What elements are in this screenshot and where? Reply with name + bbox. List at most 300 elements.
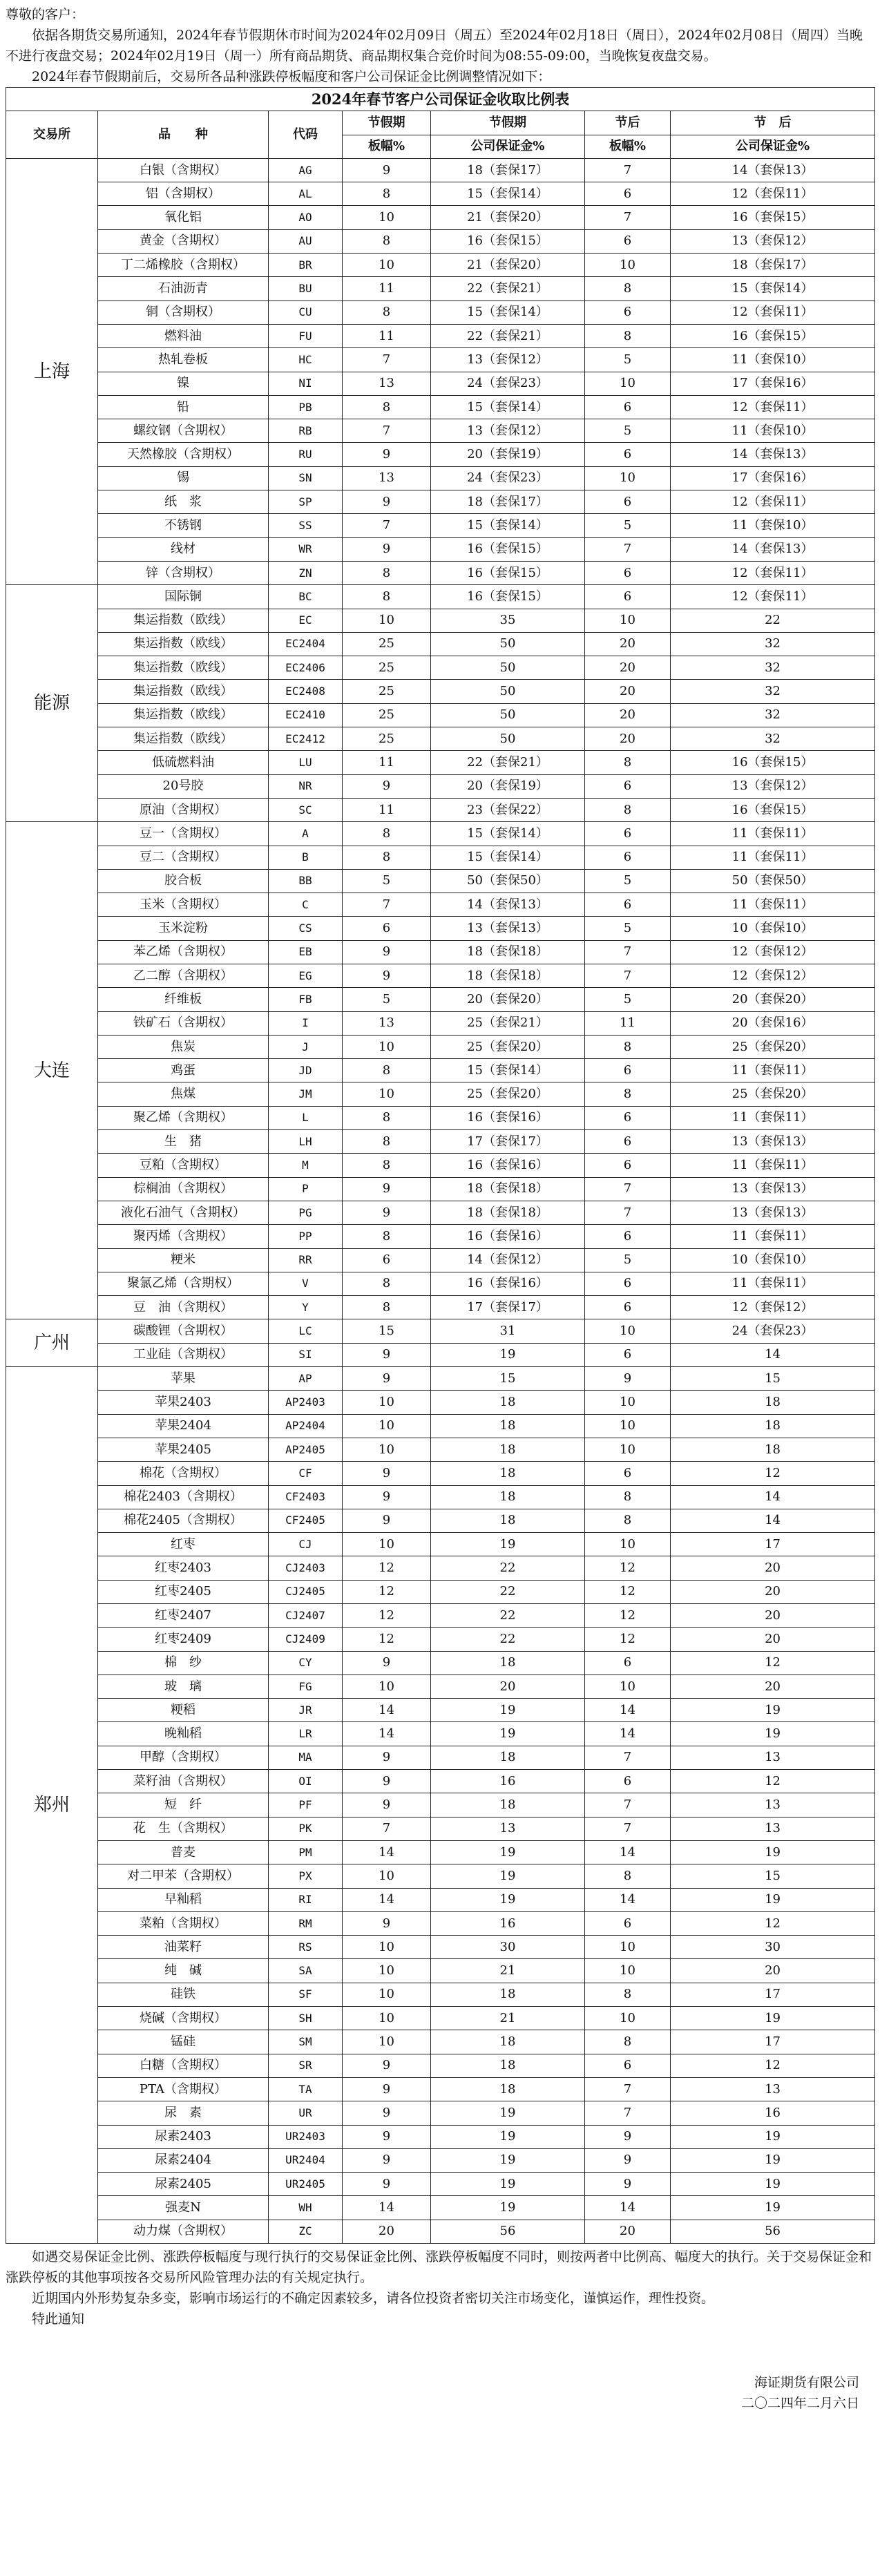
holiday-margin-cell: 19 [431, 1533, 585, 1556]
post-margin-cell: 10（套保10） [671, 1248, 875, 1272]
post-margin-cell: 12（套保11） [671, 300, 875, 324]
product-cell: 豆一（含期权） [98, 822, 269, 846]
product-cell: 胶合板 [98, 869, 269, 893]
code-cell: LR [269, 1722, 343, 1746]
holiday-limit-cell: 8 [343, 585, 431, 609]
post-margin-cell: 19 [671, 1840, 875, 1864]
code-cell: ZN [269, 561, 343, 584]
post-limit-cell: 6 [585, 1059, 671, 1082]
holiday-margin-cell: 19 [431, 1722, 585, 1746]
post-limit-cell: 6 [585, 893, 671, 917]
table-row [6, 443, 875, 466]
product-cell: 乙二醇（含期权） [98, 964, 269, 987]
code-cell: BR [269, 254, 343, 277]
holiday-limit-cell: 5 [343, 869, 431, 893]
holiday-margin-cell: 15（套保14） [431, 822, 585, 846]
holiday-margin-cell: 18（套保18） [431, 1177, 585, 1201]
holiday-margin-cell: 22 [431, 1628, 585, 1651]
holiday-margin-cell: 24（套保23） [431, 372, 585, 395]
code-cell: BC [269, 585, 343, 609]
exchange-cell: 上海 [6, 158, 98, 584]
post-margin-cell: 16（套保15） [671, 324, 875, 347]
product-cell: 氧化铝 [98, 206, 269, 229]
product-cell: 红枣2403 [98, 1556, 269, 1580]
product-cell: 尿素2403 [98, 2125, 269, 2148]
post-limit-cell: 5 [585, 348, 671, 372]
post-limit-cell: 10 [585, 466, 671, 490]
code-cell: PG [269, 1201, 343, 1224]
code-cell: EG [269, 964, 343, 987]
post-margin-cell: 20 [671, 1959, 875, 1983]
holiday-limit-cell: 10 [343, 1414, 431, 1438]
product-cell: 强麦N [98, 2196, 269, 2220]
table-row [6, 1485, 875, 1509]
table-row [6, 490, 875, 514]
post-margin-cell: 19 [671, 2173, 875, 2196]
product-cell: 棕榈油（含期权） [98, 1177, 269, 1201]
post-limit-cell: 8 [585, 277, 671, 300]
holiday-margin-cell: 30 [431, 1936, 585, 1959]
code-cell: EC [269, 609, 343, 632]
code-cell: CF2405 [269, 1509, 343, 1532]
post-margin-cell: 32 [671, 656, 875, 680]
post-margin-cell: 12（套保12） [671, 964, 875, 987]
post-margin-cell: 11（套保11） [671, 1154, 875, 1177]
holiday-margin-cell: 13（套保12） [431, 348, 585, 372]
post-margin-cell: 11（套保10） [671, 419, 875, 443]
product-cell: 聚乙烯（含期权） [98, 1106, 269, 1129]
table-row [6, 917, 875, 940]
table-row [6, 751, 875, 774]
post-limit-cell: 8 [585, 1485, 671, 1509]
holiday-margin-cell: 16（套保16） [431, 1272, 585, 1295]
intro-paragraph: 依据各期货交易所通知，2024年春节假期休市时间为2024年02月09日（周五）至2024年02月18日（周日），2024年02月08日（周四）当晚不进行夜盘交易；2024年02月19日（周一）所有商品期货、商品期权集合竞价时间为08:55-09:00，当晚恢复夜盘交易。 [6, 28, 863, 64]
post-limit-cell: 9 [585, 2173, 671, 2196]
table-row [6, 1225, 875, 1248]
holiday-limit-cell: 11 [343, 277, 431, 300]
table-row [6, 348, 875, 372]
holiday-limit-cell: 10 [343, 1035, 431, 1058]
post-limit-cell: 5 [585, 514, 671, 537]
post-limit-cell: 6 [585, 1106, 671, 1129]
holiday-margin-cell: 19 [431, 1840, 585, 1864]
post-margin-cell: 32 [671, 680, 875, 703]
post-margin-cell: 20（套保20） [671, 988, 875, 1011]
post-margin-cell: 19 [671, 2007, 875, 2030]
post-limit-cell: 9 [585, 2148, 671, 2172]
post-margin-cell: 17 [671, 1533, 875, 1556]
table-row [6, 2054, 875, 2077]
holiday-margin-cell: 18 [431, 1414, 585, 1438]
product-cell: 焦炭 [98, 1035, 269, 1058]
holiday-margin-cell: 14（套保12） [431, 1248, 585, 1272]
post-limit-cell: 20 [585, 2220, 671, 2243]
product-cell: 铝（含期权） [98, 182, 269, 206]
code-cell: FB [269, 988, 343, 1011]
post-margin-cell: 32 [671, 727, 875, 751]
table-row [6, 632, 875, 656]
holiday-limit-cell: 11 [343, 751, 431, 774]
holiday-margin-cell: 21 [431, 1959, 585, 1983]
post-margin-cell: 11（套保11） [671, 1106, 875, 1129]
code-cell: A [269, 822, 343, 846]
table-row [6, 2196, 875, 2220]
post-limit-cell: 7 [585, 2077, 671, 2101]
post-margin-cell: 17 [671, 1983, 875, 2006]
code-cell: M [269, 1154, 343, 1177]
table-row [6, 846, 875, 869]
holiday-limit-cell: 11 [343, 798, 431, 821]
post-margin-cell: 11（套保11） [671, 822, 875, 846]
post-margin-cell: 19 [671, 2196, 875, 2220]
product-cell: 动力煤（含期权） [98, 2220, 269, 2243]
table-row [6, 466, 875, 490]
note-rules: 如遇交易保证金比例、涨跌停板幅度与现行执行的交易保证金比例、涨跌停板幅度不同时，则按两者中比例高、幅度大的执行。关于交易保证金和涨跌停板的其他事项按各交易所风险管理办法的有关规定执行。 [6, 2249, 872, 2286]
table-row [6, 893, 875, 917]
table-row [6, 1793, 875, 1817]
post-margin-cell: 17（套保16） [671, 466, 875, 490]
table-row [6, 1675, 875, 1698]
holiday-margin-cell: 19 [431, 1864, 585, 1888]
holiday-limit-cell: 9 [343, 2173, 431, 2196]
holiday-limit-cell: 10 [343, 609, 431, 632]
post-margin-cell: 20（套保16） [671, 1011, 875, 1035]
code-cell: UR2405 [269, 2173, 343, 2196]
product-cell: 螺纹钢（含期权） [98, 419, 269, 443]
post-limit-cell: 6 [585, 1911, 671, 1935]
holiday-limit-cell: 9 [343, 1462, 431, 1485]
post-limit-cell: 6 [585, 774, 671, 798]
note-risk: 近期国内外形势复杂多变，影响市场运行的不确定因素较多，请各位投资者密切关注市场变化，谨慎运作，理性投资。 [32, 2291, 715, 2307]
post-margin-cell: 13 [671, 1746, 875, 1769]
code-cell: EB [269, 940, 343, 964]
post-limit-cell: 6 [585, 1770, 671, 1793]
table-row [6, 229, 875, 253]
holiday-limit-cell: 14 [343, 1840, 431, 1864]
product-cell: 棉 纱 [98, 1651, 269, 1675]
holiday-limit-cell: 25 [343, 632, 431, 656]
post-margin-cell: 12 [671, 1911, 875, 1935]
holiday-margin-cell: 15（套保14） [431, 846, 585, 869]
code-cell: ZC [269, 2220, 343, 2243]
post-limit-cell: 12 [585, 1604, 671, 1628]
post-limit-cell: 8 [585, 1082, 671, 1106]
holiday-margin-cell: 24（套保23） [431, 466, 585, 490]
product-cell: 白银（含期权） [98, 158, 269, 182]
holiday-limit-cell: 9 [343, 1793, 431, 1817]
code-cell: SH [269, 2007, 343, 2030]
issue-date: 二〇二四年二月六日 [740, 2396, 859, 2412]
product-cell: 鸡蛋 [98, 1059, 269, 1082]
post-limit-cell: 9 [585, 2125, 671, 2148]
code-cell: PX [269, 1864, 343, 1888]
holiday-limit-cell: 25 [343, 680, 431, 703]
holiday-limit-cell: 9 [343, 2077, 431, 2101]
code-cell: JM [269, 1082, 343, 1106]
table-row [6, 774, 875, 798]
post-margin-cell: 11（套保11） [671, 846, 875, 869]
table-row [6, 1296, 875, 1319]
code-cell: UR2404 [269, 2148, 343, 2172]
holiday-margin-cell: 25（套保20） [431, 1035, 585, 1058]
product-cell: 集运指数（欧线） [98, 632, 269, 656]
post-limit-cell: 10 [585, 1438, 671, 1461]
post-limit-cell: 10 [585, 1675, 671, 1698]
product-cell: 菜粕（含期权） [98, 1911, 269, 1935]
post-limit-cell: 10 [585, 372, 671, 395]
post-margin-cell: 18 [671, 1414, 875, 1438]
product-cell: 烧碱（含期权） [98, 2007, 269, 2030]
holiday-limit-cell: 9 [343, 774, 431, 798]
holiday-limit-cell: 7 [343, 1817, 431, 1840]
post-margin-cell: 20 [671, 1675, 875, 1698]
post-limit-cell: 14 [585, 1699, 671, 1722]
post-limit-cell: 5 [585, 917, 671, 940]
holiday-limit-cell: 7 [343, 893, 431, 917]
post-margin-cell: 18 [671, 1391, 875, 1414]
post-margin-cell: 14（套保13） [671, 158, 875, 182]
code-cell: SA [269, 1959, 343, 1983]
exchange-cell: 广州 [6, 1319, 98, 1367]
code-cell: CJ2409 [269, 1628, 343, 1651]
table-row [6, 2077, 875, 2101]
post-margin-cell: 14 [671, 1343, 875, 1366]
table-row [6, 1272, 875, 1295]
header-product: 品 种 [98, 111, 269, 159]
post-limit-cell: 6 [585, 443, 671, 466]
holiday-limit-cell: 8 [343, 300, 431, 324]
holiday-margin-cell: 15 [431, 1367, 585, 1391]
holiday-margin-cell: 50 [431, 656, 585, 680]
table-row [6, 1888, 875, 1911]
post-margin-cell: 13（套保12） [671, 774, 875, 798]
holiday-limit-cell: 6 [343, 917, 431, 940]
product-cell: 液化石油气（含期权） [98, 1201, 269, 1224]
header-post-limit-top: 节后 [585, 111, 671, 135]
holiday-margin-cell: 23（套保22） [431, 798, 585, 821]
holiday-limit-cell: 11 [343, 324, 431, 347]
post-margin-cell: 13 [671, 1793, 875, 1817]
table-row [6, 1414, 875, 1438]
post-limit-cell: 10 [585, 1959, 671, 1983]
table-row [6, 324, 875, 347]
code-cell: SC [269, 798, 343, 821]
post-limit-cell: 7 [585, 940, 671, 964]
header-exchange: 交易所 [6, 111, 98, 159]
holiday-limit-cell: 9 [343, 2054, 431, 2077]
holiday-limit-cell: 9 [343, 443, 431, 466]
holiday-margin-cell: 16（套保15） [431, 229, 585, 253]
post-limit-cell: 6 [585, 561, 671, 584]
post-limit-cell: 8 [585, 1864, 671, 1888]
holiday-limit-cell: 10 [343, 1983, 431, 2006]
holiday-margin-cell: 16（套保15） [431, 585, 585, 609]
holiday-margin-cell: 16 [431, 1770, 585, 1793]
table-body [6, 158, 875, 2243]
product-cell: 集运指数（欧线） [98, 703, 269, 727]
table-row [6, 1011, 875, 1035]
product-cell: 集运指数（欧线） [98, 609, 269, 632]
table-row [6, 254, 875, 277]
product-cell: 热轧卷板 [98, 348, 269, 372]
post-margin-cell: 17（套保16） [671, 372, 875, 395]
holiday-limit-cell: 10 [343, 1438, 431, 1461]
holiday-margin-cell: 16（套保16） [431, 1225, 585, 1248]
holiday-margin-cell: 19 [431, 1699, 585, 1722]
post-limit-cell: 10 [585, 1391, 671, 1414]
table-row [6, 869, 875, 893]
table-row [6, 1248, 875, 1272]
table-row [6, 1817, 875, 1840]
header-code: 代码 [269, 111, 343, 159]
post-limit-cell: 6 [585, 1272, 671, 1295]
product-cell: 甲醇（含期权） [98, 1746, 269, 1769]
holiday-limit-cell: 8 [343, 846, 431, 869]
holiday-margin-cell: 15（套保14） [431, 395, 585, 419]
post-limit-cell: 5 [585, 869, 671, 893]
code-cell: AU [269, 229, 343, 253]
table-row [6, 1438, 875, 1461]
code-cell: Y [269, 1296, 343, 1319]
holiday-margin-cell: 19 [431, 1888, 585, 1911]
post-limit-cell: 6 [585, 1225, 671, 1248]
table-row [6, 1391, 875, 1414]
holiday-limit-cell: 25 [343, 727, 431, 751]
product-cell: 玻 璃 [98, 1675, 269, 1698]
product-cell: 纤维板 [98, 988, 269, 1011]
post-limit-cell: 8 [585, 324, 671, 347]
code-cell: CJ2403 [269, 1556, 343, 1580]
table-row [6, 395, 875, 419]
post-margin-cell: 11（套保11） [671, 1272, 875, 1295]
holiday-limit-cell: 8 [343, 1296, 431, 1319]
post-margin-cell: 11（套保10） [671, 348, 875, 372]
post-margin-cell: 19 [671, 1888, 875, 1911]
post-limit-cell: 14 [585, 1888, 671, 1911]
post-margin-cell: 12（套保12） [671, 940, 875, 964]
holiday-margin-cell: 19 [431, 2101, 585, 2125]
post-margin-cell: 14 [671, 1509, 875, 1532]
holiday-margin-cell: 18 [431, 1651, 585, 1675]
code-cell: B [269, 846, 343, 869]
code-cell: RM [269, 1911, 343, 1935]
product-cell: 燃料油 [98, 324, 269, 347]
holiday-limit-cell: 20 [343, 2220, 431, 2243]
code-cell: CJ2405 [269, 1580, 343, 1603]
table-row [6, 2125, 875, 2148]
holiday-limit-cell: 9 [343, 940, 431, 964]
holiday-limit-cell: 8 [343, 182, 431, 206]
product-cell: 苹果 [98, 1367, 269, 1391]
post-margin-cell: 13（套保12） [671, 229, 875, 253]
post-margin-cell: 12（套保11） [671, 561, 875, 584]
margin-ratio-table [6, 87, 875, 2244]
code-cell: RB [269, 419, 343, 443]
code-cell: EC2408 [269, 680, 343, 703]
code-cell: UR [269, 2101, 343, 2125]
holiday-margin-cell: 20（套保19） [431, 443, 585, 466]
holiday-margin-cell: 22 [431, 1580, 585, 1603]
holiday-limit-cell: 8 [343, 1106, 431, 1129]
post-margin-cell: 15 [671, 1864, 875, 1888]
post-margin-cell: 11（套保11） [671, 1225, 875, 1248]
product-cell: 硅铁 [98, 1983, 269, 2006]
table-row [6, 1367, 875, 1391]
code-cell: WR [269, 537, 343, 561]
holiday-limit-cell: 8 [343, 1130, 431, 1154]
product-cell: 红枣 [98, 1533, 269, 1556]
post-margin-cell: 13（套保13） [671, 1177, 875, 1201]
post-margin-cell: 10（套保10） [671, 917, 875, 940]
header-post-margin-top: 节 后 [671, 111, 875, 135]
code-cell: EC2412 [269, 727, 343, 751]
code-cell: RU [269, 443, 343, 466]
post-limit-cell: 20 [585, 703, 671, 727]
table-row [6, 1130, 875, 1154]
table-row [6, 561, 875, 584]
holiday-margin-cell: 35 [431, 609, 585, 632]
holiday-limit-cell: 10 [343, 254, 431, 277]
holiday-margin-cell: 18 [431, 1391, 585, 1414]
product-cell: 20号胶 [98, 774, 269, 798]
table-row [6, 822, 875, 846]
holiday-margin-cell: 18（套保18） [431, 1201, 585, 1224]
holiday-margin-cell: 21 [431, 2007, 585, 2030]
post-margin-cell: 11（套保10） [671, 514, 875, 537]
code-cell: OI [269, 1770, 343, 1793]
post-limit-cell: 7 [585, 1793, 671, 1817]
code-cell: J [269, 1035, 343, 1058]
code-cell: V [269, 1272, 343, 1295]
holiday-margin-cell: 16（套保15） [431, 561, 585, 584]
holiday-limit-cell: 7 [343, 514, 431, 537]
holiday-margin-cell: 16（套保16） [431, 1154, 585, 1177]
holiday-margin-cell: 20（套保19） [431, 774, 585, 798]
table-row [6, 1580, 875, 1603]
post-margin-cell: 25（套保20） [671, 1082, 875, 1106]
post-margin-cell: 16（套保15） [671, 206, 875, 229]
holiday-limit-cell: 9 [343, 158, 431, 182]
holiday-limit-cell: 10 [343, 1391, 431, 1414]
product-cell: 棉花（含期权） [98, 1462, 269, 1485]
post-margin-cell: 13 [671, 1817, 875, 1840]
product-cell: 线材 [98, 537, 269, 561]
holiday-limit-cell: 10 [343, 1959, 431, 1983]
holiday-limit-cell: 14 [343, 1699, 431, 1722]
post-limit-cell: 6 [585, 490, 671, 514]
holiday-margin-cell: 18（套保18） [431, 964, 585, 987]
holiday-limit-cell: 10 [343, 2030, 431, 2054]
product-cell: 工业硅（含期权） [98, 1343, 269, 1366]
post-margin-cell: 32 [671, 632, 875, 656]
holiday-limit-cell: 9 [343, 2101, 431, 2125]
post-limit-cell: 12 [585, 1628, 671, 1651]
post-margin-cell: 11（套保11） [671, 1059, 875, 1082]
post-limit-cell: 6 [585, 822, 671, 846]
holiday-limit-cell: 10 [343, 2007, 431, 2030]
product-cell: 白糖（含期权） [98, 2054, 269, 2077]
table-row [6, 1082, 875, 1106]
post-limit-cell: 11 [585, 1011, 671, 1035]
code-cell: CJ [269, 1533, 343, 1556]
post-limit-cell: 10 [585, 1319, 671, 1343]
product-cell: 豆二（含期权） [98, 846, 269, 869]
code-cell: AP2405 [269, 1438, 343, 1461]
code-cell: EC2406 [269, 656, 343, 680]
holiday-margin-cell: 18 [431, 2030, 585, 2054]
holiday-limit-cell: 9 [343, 1201, 431, 1224]
product-cell: 原油（含期权） [98, 798, 269, 821]
